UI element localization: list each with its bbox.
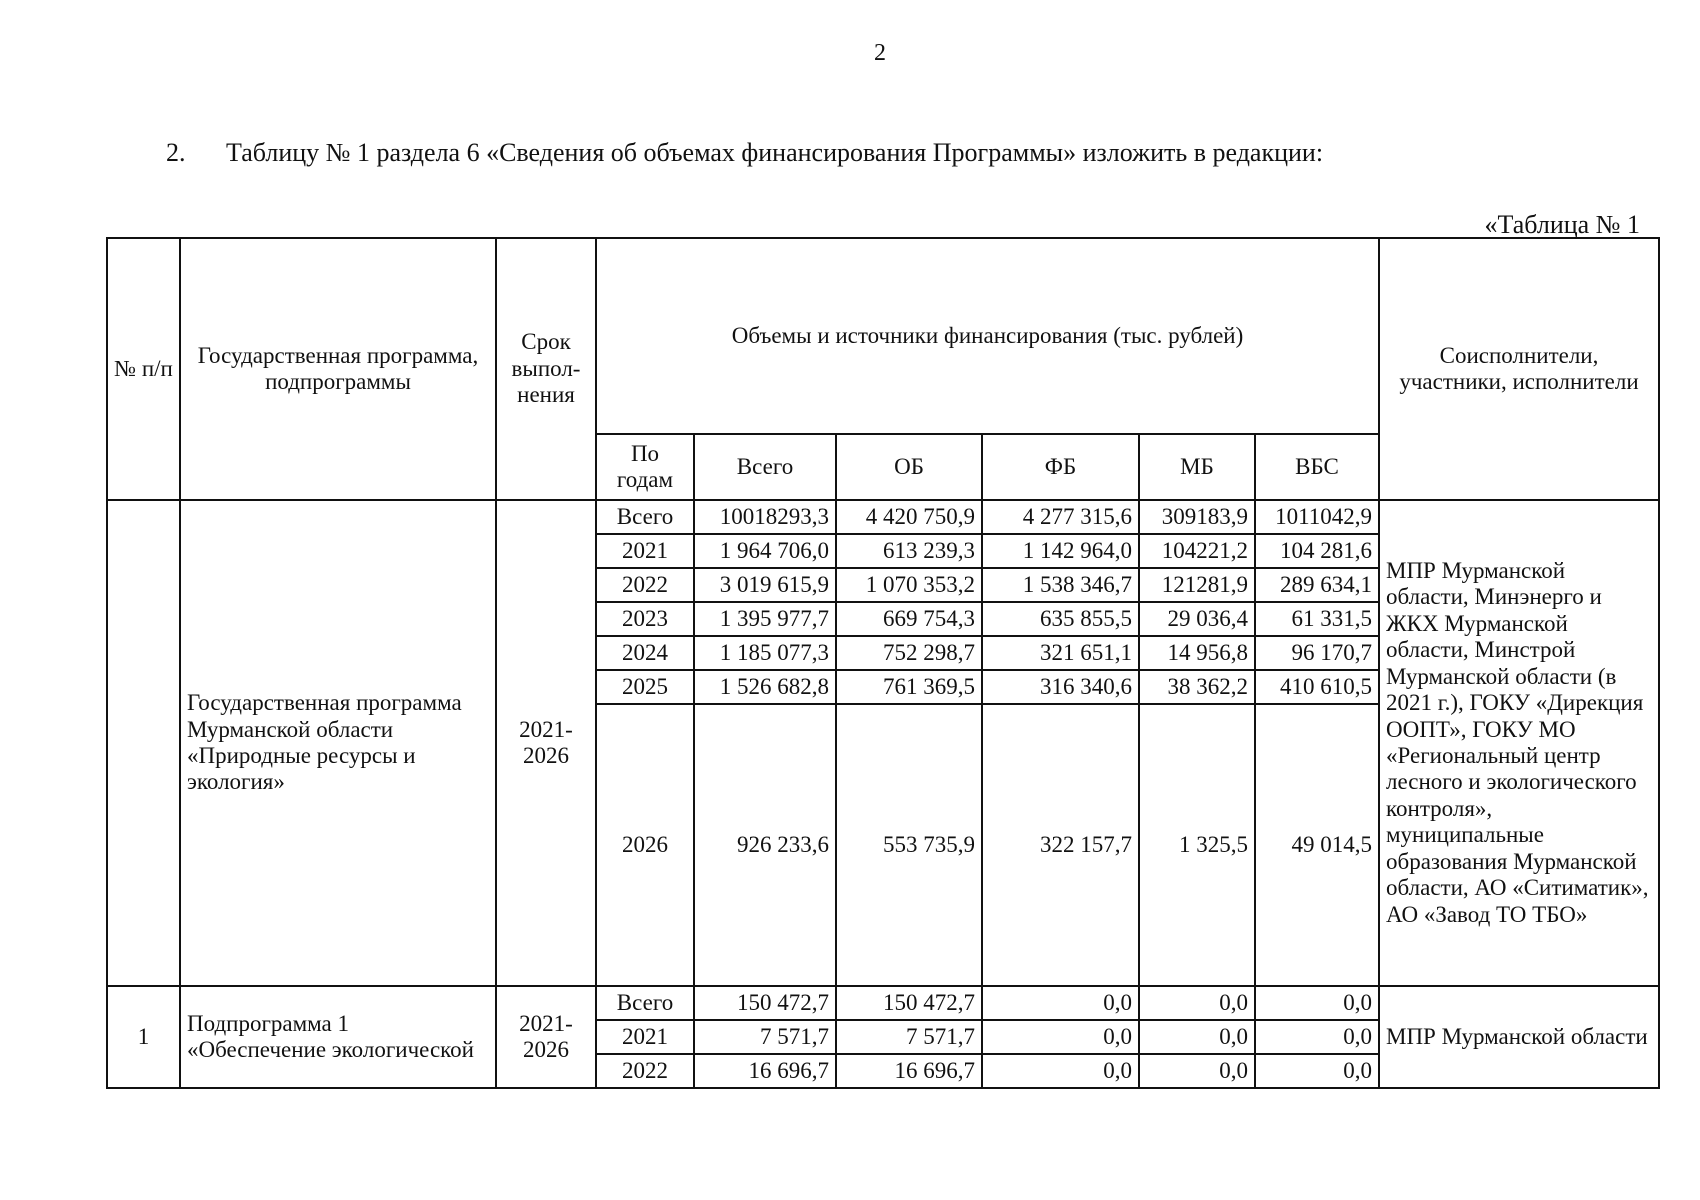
cell-year: 2025 bbox=[596, 670, 694, 704]
cell-total: 16 696,7 bbox=[694, 1054, 836, 1088]
cell-total: 3 019 615,9 bbox=[694, 568, 836, 602]
program-term: 2021-2026 bbox=[496, 500, 596, 986]
cell-vbs: 410 610,5 bbox=[1255, 670, 1379, 704]
cell-year: Всего bbox=[596, 986, 694, 1020]
cell-year: 2026 bbox=[596, 704, 694, 986]
header-program: Государственная программа, подпрограммы bbox=[180, 238, 496, 500]
header-total: Всего bbox=[694, 434, 836, 500]
cell-ob: 613 239,3 bbox=[836, 534, 982, 568]
table-row bbox=[107, 986, 1659, 1020]
cell-ob: 752 298,7 bbox=[836, 636, 982, 670]
cell-fb: 322 157,7 bbox=[982, 704, 1139, 986]
cell-fb: 0,0 bbox=[982, 1020, 1139, 1054]
table-caption: «Таблица № 1 bbox=[1484, 210, 1640, 239]
program-name: Государственная программа Мурманской области «Природные ресурсы и экология» bbox=[180, 500, 496, 986]
cell-mb: 38 362,2 bbox=[1139, 670, 1255, 704]
program-num bbox=[107, 500, 180, 986]
header-fb: ФБ bbox=[982, 434, 1139, 500]
cell-total: 150 472,7 bbox=[694, 986, 836, 1020]
header-num: № п/п bbox=[107, 238, 180, 500]
table-row bbox=[107, 500, 1659, 534]
intro-text: Таблицу № 1 раздела 6 «Сведения об объемах финансирования Программы» изложить в редакции: bbox=[226, 138, 1324, 167]
header-executors: Соисполнители, участники, исполнители bbox=[1379, 238, 1659, 500]
cell-mb: 1 325,5 bbox=[1139, 704, 1255, 986]
subprogram-executors: МПР Мурманской области bbox=[1379, 986, 1659, 1088]
subprogram-name: Подпрограмма 1 «Обеспечение экологической bbox=[180, 986, 496, 1088]
cell-fb: 0,0 bbox=[982, 1054, 1139, 1088]
cell-year: 2022 bbox=[596, 1054, 694, 1088]
cell-fb: 635 855,5 bbox=[982, 602, 1139, 636]
header-vbs: ВБС bbox=[1255, 434, 1379, 500]
cell-mb: 104221,2 bbox=[1139, 534, 1255, 568]
cell-year: 2024 bbox=[596, 636, 694, 670]
cell-vbs: 61 331,5 bbox=[1255, 602, 1379, 636]
cell-ob: 4 420 750,9 bbox=[836, 500, 982, 534]
cell-total: 926 233,6 bbox=[694, 704, 836, 986]
cell-vbs: 49 014,5 bbox=[1255, 704, 1379, 986]
program-executors: МПР Мурманской области, Минэнерго и ЖКХ Мурманской области, Минстрой Мурманской области (в 2021 г.), ГОКУ «Дирекция ООПТ», ГОКУ МО «Региональный центр лесного и экологического контроля», муниципальные образования Мурманской области, АО «Ситиматик», АО «Завод ТО ТБО» bbox=[1379, 500, 1659, 986]
cell-fb: 1 142 964,0 bbox=[982, 534, 1139, 568]
subprogram-term: 2021-2026 bbox=[496, 986, 596, 1088]
cell-fb: 1 538 346,7 bbox=[982, 568, 1139, 602]
cell-vbs: 0,0 bbox=[1255, 1020, 1379, 1054]
cell-ob: 150 472,7 bbox=[836, 986, 982, 1020]
cell-ob: 1 070 353,2 bbox=[836, 568, 982, 602]
cell-year: 2023 bbox=[596, 602, 694, 636]
cell-ob: 761 369,5 bbox=[836, 670, 982, 704]
cell-total: 7 571,7 bbox=[694, 1020, 836, 1054]
cell-fb: 316 340,6 bbox=[982, 670, 1139, 704]
cell-year: 2021 bbox=[596, 534, 694, 568]
cell-vbs: 289 634,1 bbox=[1255, 568, 1379, 602]
cell-mb: 14 956,8 bbox=[1139, 636, 1255, 670]
cell-ob: 553 735,9 bbox=[836, 704, 982, 986]
cell-total: 1 185 077,3 bbox=[694, 636, 836, 670]
cell-fb: 321 651,1 bbox=[982, 636, 1139, 670]
cell-fb: 4 277 315,6 bbox=[982, 500, 1139, 534]
cell-total: 1 395 977,7 bbox=[694, 602, 836, 636]
header-by-year: По годам bbox=[596, 434, 694, 500]
cell-ob: 669 754,3 bbox=[836, 602, 982, 636]
header-mb: МБ bbox=[1139, 434, 1255, 500]
cell-vbs: 1011042,9 bbox=[1255, 500, 1379, 534]
header-ob: ОБ bbox=[836, 434, 982, 500]
cell-mb: 29 036,4 bbox=[1139, 602, 1255, 636]
cell-total: 1 964 706,0 bbox=[694, 534, 836, 568]
cell-total: 10018293,3 bbox=[694, 500, 836, 534]
cell-year: 2022 bbox=[596, 568, 694, 602]
header-funding: Объемы и источники финансирования (тыс. рублей) bbox=[596, 238, 1379, 434]
cell-ob: 16 696,7 bbox=[836, 1054, 982, 1088]
cell-mb: 0,0 bbox=[1139, 986, 1255, 1020]
cell-year: 2021 bbox=[596, 1020, 694, 1054]
cell-mb: 121281,9 bbox=[1139, 568, 1255, 602]
header-term: Срок выпол-нения bbox=[496, 238, 596, 500]
intro-paragraph bbox=[166, 138, 1323, 168]
cell-ob: 7 571,7 bbox=[836, 1020, 982, 1054]
cell-vbs: 0,0 bbox=[1255, 1054, 1379, 1088]
cell-mb: 309183,9 bbox=[1139, 500, 1255, 534]
financing-table bbox=[106, 237, 1660, 1089]
intro-number: 2. bbox=[166, 138, 186, 167]
cell-vbs: 104 281,6 bbox=[1255, 534, 1379, 568]
cell-total: 1 526 682,8 bbox=[694, 670, 836, 704]
cell-mb: 0,0 bbox=[1139, 1054, 1255, 1088]
subprogram-num: 1 bbox=[107, 986, 180, 1088]
page-number: 2 bbox=[874, 40, 886, 66]
cell-mb: 0,0 bbox=[1139, 1020, 1255, 1054]
cell-fb: 0,0 bbox=[982, 986, 1139, 1020]
cell-vbs: 96 170,7 bbox=[1255, 636, 1379, 670]
cell-vbs: 0,0 bbox=[1255, 986, 1379, 1020]
cell-year: Всего bbox=[596, 500, 694, 534]
